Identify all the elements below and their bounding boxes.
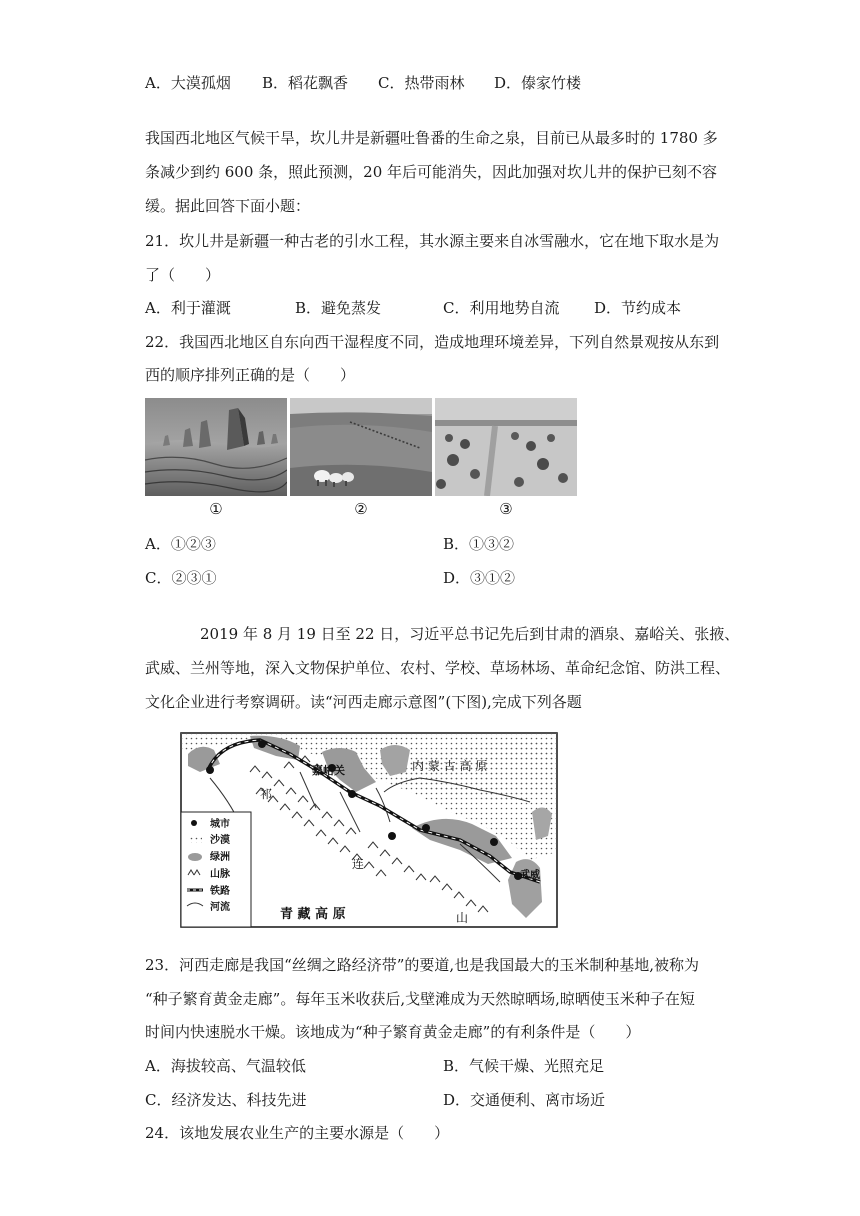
q22-option-d: D．③①② <box>443 569 516 587</box>
q22-stem-line-1: 22．我国西北地区自东向西干湿程度不同，造成地理环境差异，下列自然景观按从东到 <box>145 333 720 351</box>
hexi-intro-line-2: 武威、兰州等地，深入文物保护单位、农村、学校、草场林场、革命纪念馆、防洪工程、 <box>145 659 731 677</box>
map-label-qilian-1: 祁 <box>260 787 273 801</box>
q20-option-c: C．热带雨林 <box>378 74 465 92</box>
hexi-intro-line-3: 文化企业进行考察调研。读“河西走廊示意图”(下图),完成下列各题 <box>145 693 582 711</box>
q23-stem-line-3: 时间内快速脱水干燥。该地成为“种子繁育黄金走廊”的有利条件是（ ） <box>145 1023 641 1041</box>
map-label-tibet: 青 藏 高 原 <box>280 907 346 922</box>
grassland-sheep-photo <box>290 398 432 496</box>
shrub-desert-photo <box>435 398 577 496</box>
q21-option-a: A．利于灌溉 <box>145 299 231 317</box>
karez-intro-line-1: 我国西北地区气候干旱，坎儿井是新疆吐鲁番的生命之泉，目前已从最多时的 1780 多 <box>145 129 718 147</box>
q23-option-a: A．海拔较高、气温较低 <box>145 1057 306 1075</box>
map-label-qilian-2: 连 <box>352 857 365 871</box>
q22-stem-line-2: 西的顺序排列正确的是（ ） <box>145 366 356 384</box>
legend-city: 城市 <box>210 819 230 830</box>
map-label-jiayuguan: 嘉峪关 <box>312 764 345 777</box>
hexi-intro-line-1: 2019 年 8 月 19 日至 22 日，习近平总书记先后到甘肃的酒泉、嘉峪关、张掖、 <box>200 625 740 643</box>
legend-mountain: 山脉 <box>210 869 230 880</box>
q21-option-b: B．避免蒸发 <box>295 299 382 317</box>
legend-river: 河流 <box>210 902 230 913</box>
q20-option-d: D．傣家竹楼 <box>494 74 582 92</box>
q20-option-b: B．稻花飘香 <box>262 74 349 92</box>
q21-option-c: C．利用地势自流 <box>443 299 560 317</box>
karez-intro-line-3: 缓。据此回答下面小题： <box>145 197 311 215</box>
karez-intro-line-2: 条减少到约 600 条，照此预测，20 年后可能消失，因此加强对坎儿井的保护已刻不容 <box>145 163 718 181</box>
legend-oasis: 绿洲 <box>210 852 230 863</box>
hexi-corridor-map <box>180 732 558 928</box>
photo-caption-1: ① <box>209 500 223 518</box>
q21-stem-line-1: 21．坎儿井是新疆一种古老的引水工程，其水源主要来自冰雪融水，它在地下取水是为 <box>145 232 720 250</box>
photo-caption-2: ② <box>354 500 368 518</box>
map-label-wuwei: 武威 <box>520 870 540 881</box>
legend-railway: 铁路 <box>210 886 230 897</box>
map-label-qilian-3: 山 <box>456 911 469 925</box>
q20-option-a: A．大漠孤烟 <box>145 74 231 92</box>
q21-option-d: D．节约成本 <box>594 299 682 317</box>
q23-option-c: C．经济发达、科技先进 <box>145 1091 307 1109</box>
landscape-photos <box>145 398 577 518</box>
q23-option-d: D．交通便利、离市场近 <box>443 1091 606 1109</box>
map-label-mongolia: 内 蒙 古 高 原 <box>412 759 488 773</box>
q23-stem-line-2: “种子繁育黄金走廊”。每年玉米收获后,戈壁滩成为天然晾晒场,晾晒使玉米种子在短 <box>145 990 695 1008</box>
q21-stem-line-2: 了（ ） <box>145 266 221 284</box>
q22-option-c: C．②③① <box>145 569 217 587</box>
desert-pillars-photo <box>145 398 287 496</box>
q23-option-b: B．气候干燥、光照充足 <box>443 1057 605 1075</box>
q24-stem: 24．该地发展农业生产的主要水源是（ ） <box>145 1124 450 1142</box>
q22-option-b: B．①③② <box>443 535 515 553</box>
q22-option-a: A．①②③ <box>145 535 216 553</box>
legend-desert: 沙漠 <box>210 835 230 846</box>
photo-caption-3: ③ <box>499 500 513 518</box>
q23-stem-line-1: 23．河西走廊是我国“丝绸之路经济带”的要道,也是我国最大的玉米制种基地,被称为 <box>145 956 699 974</box>
